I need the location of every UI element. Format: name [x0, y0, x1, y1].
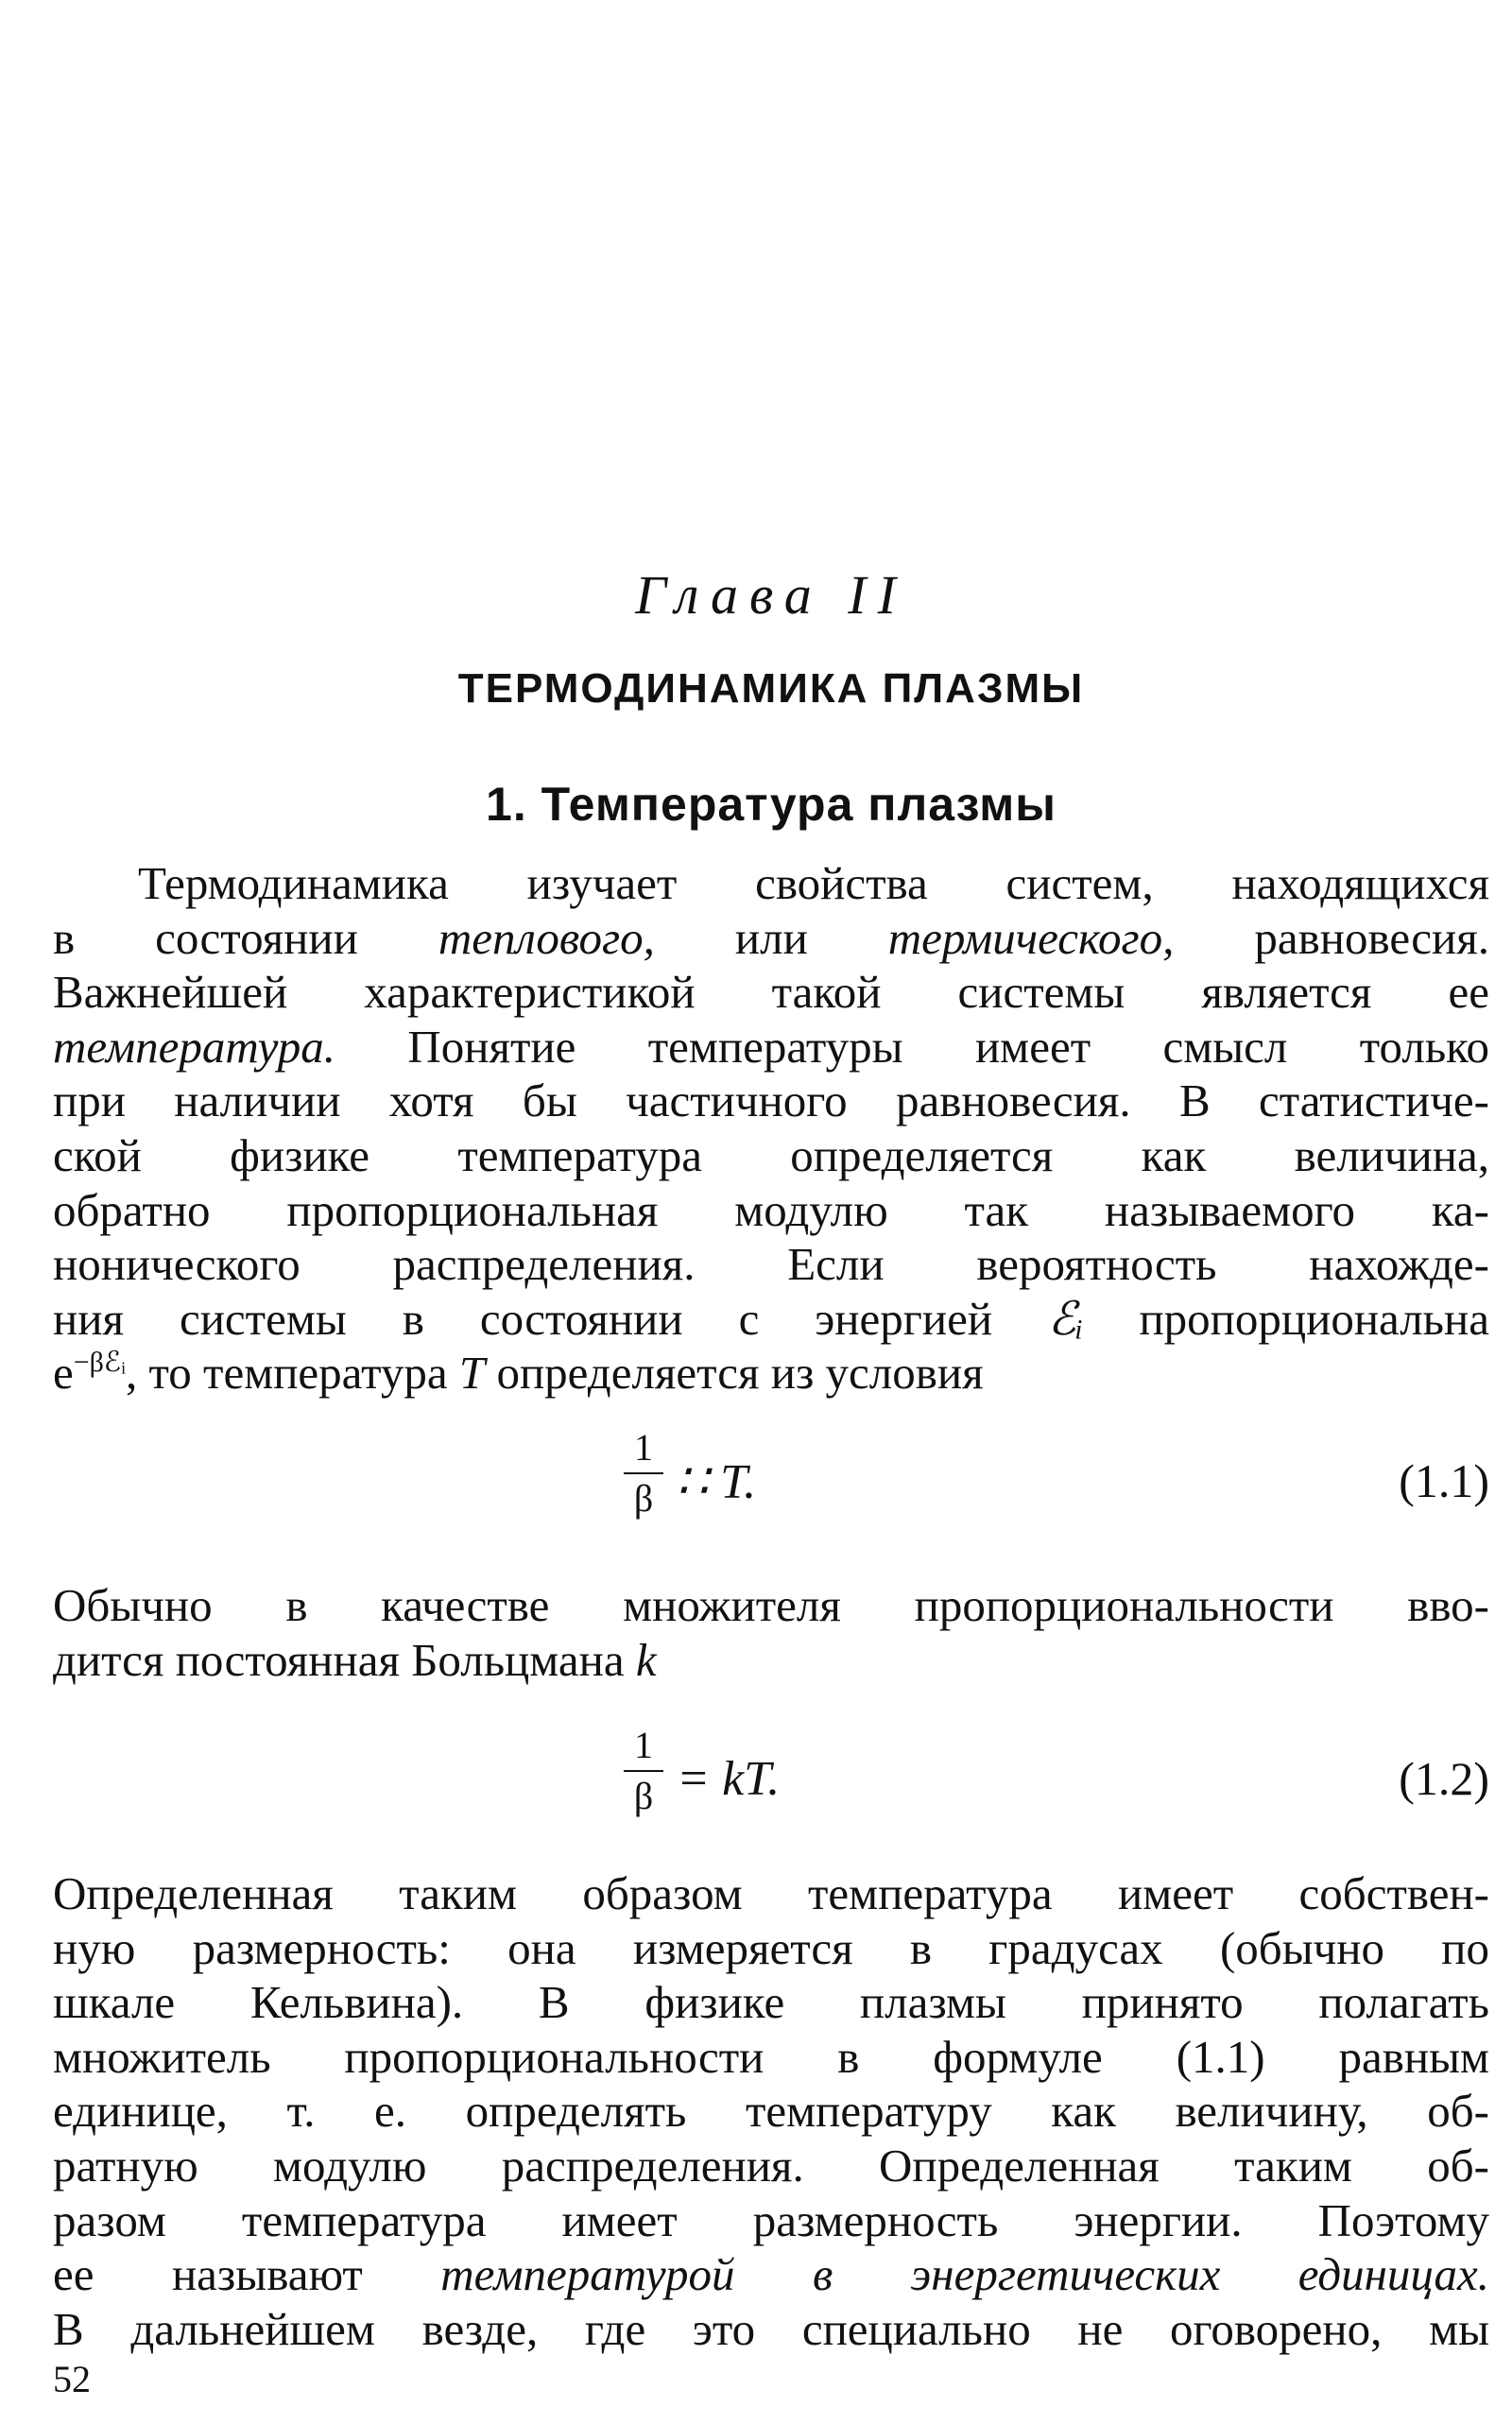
italic-term: температурой в энергетических единицах. — [440, 2248, 1489, 2301]
boltzmann-symbol: k — [635, 1633, 657, 1686]
text-line: разом температура имеет размерность энергии. Поэтому — [53, 2193, 1489, 2246]
text-line: Важнейшей характеристикой такой системы является ее — [53, 966, 1489, 1019]
book-page — [53, 0, 1489, 2424]
text-line: Обычно в качестве множителя пропорциональности вво- — [53, 1579, 1489, 1631]
text-line: единице, т. е. определять температуру как величину, об- — [53, 2085, 1489, 2138]
temperature-symbol: T — [458, 1347, 486, 1400]
text-line: ния системы в состоянии с энергией ℰᵢ пропорциональна — [53, 1292, 1489, 1345]
text-line: шкале Кельвина). В физике плазмы принято полагать — [53, 1976, 1489, 2029]
text-line: ратную модулю распределения. Определенная таким об- — [53, 2139, 1489, 2192]
text-line: обратно пропорциональная модулю так называемого ка- — [53, 1183, 1489, 1236]
equation-number: (1.2) — [1399, 1752, 1489, 1805]
italic-term: термического, — [887, 911, 1175, 964]
text-line: при наличии хотя бы частичного равновесия. В статистиче- — [53, 1074, 1489, 1127]
paragraph-intro — [53, 856, 1489, 1401]
paragraph-boltzmann — [53, 1578, 1489, 1687]
text-line: множитель пропорциональности в формуле (1.1) равным — [53, 2030, 1489, 2083]
denominator: β — [633, 1477, 654, 1520]
text-line: температура. Понятие температуры имеет смысл только — [53, 1020, 1489, 1073]
fraction-bar — [624, 1770, 663, 1772]
text-line: Термодинамика изучает свойства систем, находящихся — [138, 857, 1489, 909]
italic-term: температура. — [53, 1020, 335, 1073]
exponent: −βℰᵢ — [73, 1347, 127, 1379]
energy-symbol: ℰᵢ — [1048, 1292, 1084, 1345]
text-line: в состоянии теплового, или термического, равновесия. — [53, 911, 1489, 964]
italic-term: теплового, — [438, 911, 655, 964]
text-line: ской физике температура определяется как величина, — [53, 1128, 1489, 1181]
text-line: ее называют температурой в энергетических единицах. — [53, 2248, 1489, 2301]
text-line: Определенная таким образом температура имеет собствен- — [53, 1867, 1489, 1919]
paragraph-definition — [53, 1866, 1489, 2356]
text-line: дится постоянная Больцмана k — [53, 1633, 657, 1686]
numerator: 1 — [634, 1426, 653, 1469]
fraction — [620, 1427, 667, 1520]
fraction-bar — [624, 1472, 663, 1474]
formula-expression: = kT. — [677, 1752, 781, 1806]
chapter-title: ТЕРМОДИНАМИКА ПЛАЗМЫ — [457, 665, 1085, 712]
section-heading: 1. Температура плазмы — [486, 778, 1057, 831]
fraction — [620, 1725, 667, 1817]
chapter-label: Глава II — [635, 564, 907, 626]
page-number: 52 — [53, 2358, 91, 2400]
denominator: β — [633, 1775, 654, 1817]
numerator: 1 — [634, 1724, 653, 1766]
formula-1-1 — [53, 1427, 1489, 1540]
formula-1-2 — [53, 1725, 1489, 1838]
text-line: $e^{-\beta ℰᵢ}$, то температура T определяется из условия — [53, 1347, 984, 1400]
text-line: ную размерность: она измеряется в градусах (обычно по — [53, 1921, 1489, 1974]
text-line: нонического распределения. Если вероятность нахожде- — [53, 1238, 1489, 1291]
equation-number: (1.1) — [1399, 1454, 1489, 1507]
text-line: В дальнейшем везде, где это специально не оговорено, мы — [53, 2302, 1489, 2355]
formula-expression: ∷ T. — [677, 1455, 757, 1509]
